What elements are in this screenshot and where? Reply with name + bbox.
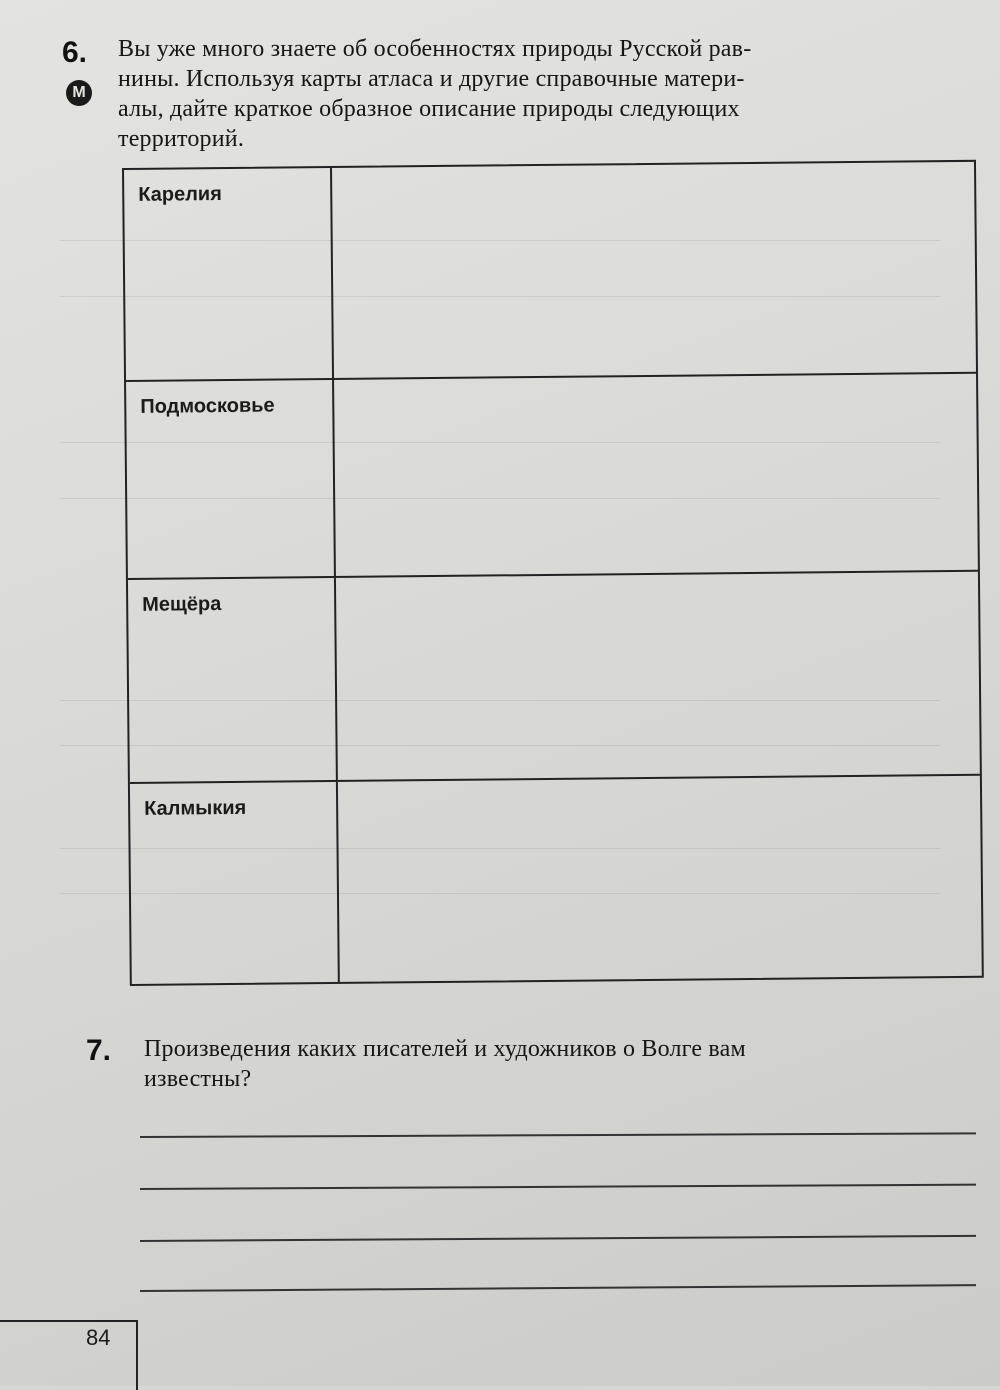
task-6-prompt-line: нины. Используя карты атласа и другие справочные матери-	[118, 66, 745, 92]
task-7-prompt-line: известны?	[144, 1066, 252, 1092]
answer-line[interactable]	[140, 1235, 976, 1242]
task-7-prompt	[144, 1034, 746, 1094]
task-6-prompt	[118, 34, 751, 154]
task-6-prompt-line: территорий.	[118, 126, 245, 152]
answer-cell-karelia[interactable]	[330, 162, 976, 378]
answer-cell-kalmykia[interactable]	[336, 776, 982, 982]
answer-line[interactable]	[140, 1132, 976, 1138]
task-7-prompt-line: Произведения каких писателей и художников о Волге вам	[144, 1036, 746, 1062]
row-label-karelia: Карелия	[138, 183, 222, 206]
page-number: 84	[86, 1325, 111, 1350]
answer-line[interactable]	[140, 1184, 976, 1190]
territory-description-table	[122, 160, 984, 986]
table-row-podmoskovye	[126, 372, 978, 578]
task-6-prompt-line: Вы уже много знаете об особенностях природы Русской рав-	[118, 36, 752, 62]
task-6-number: 6.	[62, 36, 88, 69]
table-row-kalmykia	[130, 774, 982, 984]
row-label-podmoskovye: Подмосковье	[140, 394, 275, 418]
row-label-kalmykia: Калмыкия	[144, 796, 247, 820]
page-number-frame	[0, 1320, 138, 1390]
answer-line[interactable]	[140, 1284, 976, 1292]
task-7-number: 7.	[86, 1034, 112, 1067]
task-6-prompt-line: алы, дайте краткое образное описание природы следующих	[118, 96, 740, 122]
map-marker-icon: М	[66, 80, 92, 106]
table-row-meshchera	[128, 570, 980, 782]
answer-cell-podmoskovye[interactable]	[332, 374, 978, 576]
row-label-meshchera: Мещёра	[142, 593, 222, 616]
table-row-karelia	[124, 162, 976, 380]
answer-cell-meshchera[interactable]	[334, 572, 980, 780]
